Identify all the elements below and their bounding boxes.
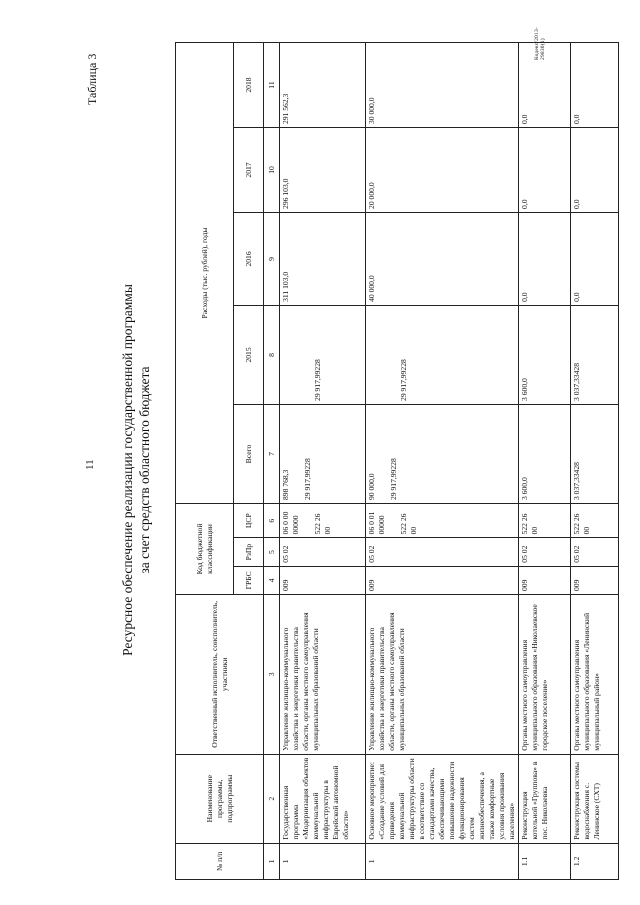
row-total xyxy=(366,404,519,503)
table-row xyxy=(519,43,571,880)
header-budget-code: Код бюджетной классификации xyxy=(176,504,234,595)
row-csr xyxy=(366,504,519,538)
row-num: 1.1 xyxy=(519,843,571,879)
rotated-landscape-sheet xyxy=(75,20,601,890)
csr-value: 06 0 01 00000 xyxy=(367,511,386,535)
row-2016: 0,0 xyxy=(519,212,571,305)
row-name: Реконструкция системы водоснабжения с. Ленинское (СХТ) xyxy=(571,754,619,843)
row-2016: 0,0 xyxy=(571,212,619,305)
row-2015 xyxy=(280,305,366,404)
row-csr: 522 26 00 xyxy=(519,504,571,538)
document-title xyxy=(119,170,153,770)
row-rzpr: 05 02 xyxy=(571,538,619,566)
page-number: 11 xyxy=(84,459,96,470)
row-responsible: Управление жилищно-коммунального хозяйства и энергетики правительства области, органы местного самоуправления муниципальных образований области xyxy=(366,595,519,755)
row-rzpr: 05 02 xyxy=(280,538,366,566)
row-total: 3 600,0 xyxy=(519,404,571,503)
row-grbs: 009 xyxy=(519,566,571,594)
row-grbs: 009 xyxy=(280,566,366,594)
row-2018: 30 000,0 xyxy=(366,43,519,128)
row-responsible: Органы местного самоуправления муниципального образования «Ленинский муниципальный район» xyxy=(571,595,619,755)
col-number: 5 xyxy=(264,538,280,566)
row-2017: 20 000,0 xyxy=(366,128,519,213)
y2015-value xyxy=(281,309,291,401)
row-2018: 0,0 xyxy=(519,43,571,128)
header-csr: ЦСР xyxy=(234,504,264,538)
y2015-value xyxy=(367,309,377,401)
header-num: № п/п xyxy=(176,843,264,879)
row-csr xyxy=(280,504,366,538)
row-grbs: 009 xyxy=(571,566,619,594)
header-name: Наименование программы, подпрограммы xyxy=(176,754,264,843)
col-number: 7 xyxy=(264,404,280,503)
table-caption: Таблица 3 xyxy=(85,53,99,105)
header-2017: 2017 xyxy=(234,128,264,213)
csr-value: 522 26 00 xyxy=(399,513,418,535)
row-2018: 0,0 xyxy=(571,43,619,128)
row-2017: 0,0 xyxy=(571,128,619,213)
row-responsible: Управление жилищно-коммунального хозяйства и энергетики правительства области, органы местного самоуправления муниципальных образований области xyxy=(280,595,366,755)
row-name: Реконструкция котельной «Группова» в пос. Николаевка xyxy=(519,754,571,843)
col-number: 6 xyxy=(264,504,280,538)
row-2018: 291 562,3 xyxy=(280,43,366,128)
header-2018: 2018 xyxy=(234,43,264,128)
row-num: 1 xyxy=(366,843,519,879)
row-csr: 522 26 00 xyxy=(571,504,619,538)
total-value: 898 768,3 xyxy=(281,469,290,501)
table-row xyxy=(366,43,519,880)
header-rzpr: РзПр xyxy=(234,538,264,566)
header-2015: 2015 xyxy=(234,305,264,404)
row-grbs: 009 xyxy=(366,566,519,594)
row-name: Основное мероприятие: «Создание условий для приведения коммунальной инфраструктуры области в соответствие со стандартами качества, обеспечивающими повышение надежности функционирования систем жизнеобеспечения, а также комфортные условия проживания населения» xyxy=(366,754,519,843)
row-rzpr: 05 02 xyxy=(519,538,571,566)
table-row xyxy=(571,43,619,880)
header-responsible: Ответственный исполнитель, соисполнитель, участники xyxy=(176,595,264,755)
col-number: 1 xyxy=(264,843,280,879)
header-expenses: Расходы (тыс. рублей), годы xyxy=(176,43,234,504)
footer-code: Кодекс/2013-29830(1) xyxy=(534,27,546,60)
header-2016: 2016 xyxy=(234,212,264,305)
col-number: 3 xyxy=(264,595,280,755)
title-line-2: за счет средств областного бюджета xyxy=(137,366,152,574)
row-2017: 296 103,0 xyxy=(280,128,366,213)
col-number: 4 xyxy=(264,566,280,594)
row-2015: 3 600,0 xyxy=(519,305,571,404)
row-total: 3 037,33428 xyxy=(571,404,619,503)
total-value: 29 917,99228 xyxy=(303,458,312,501)
row-2015 xyxy=(366,305,519,404)
row-num: 1 xyxy=(280,843,366,879)
header-grbs: ГРБС xyxy=(234,566,264,594)
y2015-value: 29 917,99228 xyxy=(399,359,408,401)
row-2016: 311 103,0 xyxy=(280,212,366,305)
header-total: Всего xyxy=(234,404,264,503)
total-value: 29 917,99228 xyxy=(389,458,398,501)
total-value: 90 000,0 xyxy=(367,473,376,501)
title-line-1: Ресурсное обеспечение реализации государственной программы xyxy=(120,284,135,656)
row-name: Государственная программа «Модернизация объектов коммунальной инфраструктуры в Еврейской автономной области» xyxy=(280,754,366,843)
row-total xyxy=(280,404,366,503)
header-row-1 xyxy=(176,43,234,880)
resource-table xyxy=(175,42,619,880)
col-number: 8 xyxy=(264,305,280,404)
row-num: 1.2 xyxy=(571,843,619,879)
row-2017: 0,0 xyxy=(519,128,571,213)
column-number-row xyxy=(264,43,280,880)
col-number: 11 xyxy=(264,43,280,128)
row-rzpr: 05 02 xyxy=(366,538,519,566)
col-number: 9 xyxy=(264,212,280,305)
col-number: 10 xyxy=(264,128,280,213)
csr-value: 522 26 00 xyxy=(313,513,332,535)
csr-value: 06 0 00 00000 xyxy=(281,511,300,535)
row-2015: 3 037,33428 xyxy=(571,305,619,404)
row-2016: 40 000,0 xyxy=(366,212,519,305)
y2015-value: 29 917,99228 xyxy=(313,359,322,401)
table-row xyxy=(280,43,366,880)
row-responsible: Органы местного самоуправления муниципального образования «Николаевское городское поселение» xyxy=(519,595,571,755)
col-number: 2 xyxy=(264,754,280,843)
